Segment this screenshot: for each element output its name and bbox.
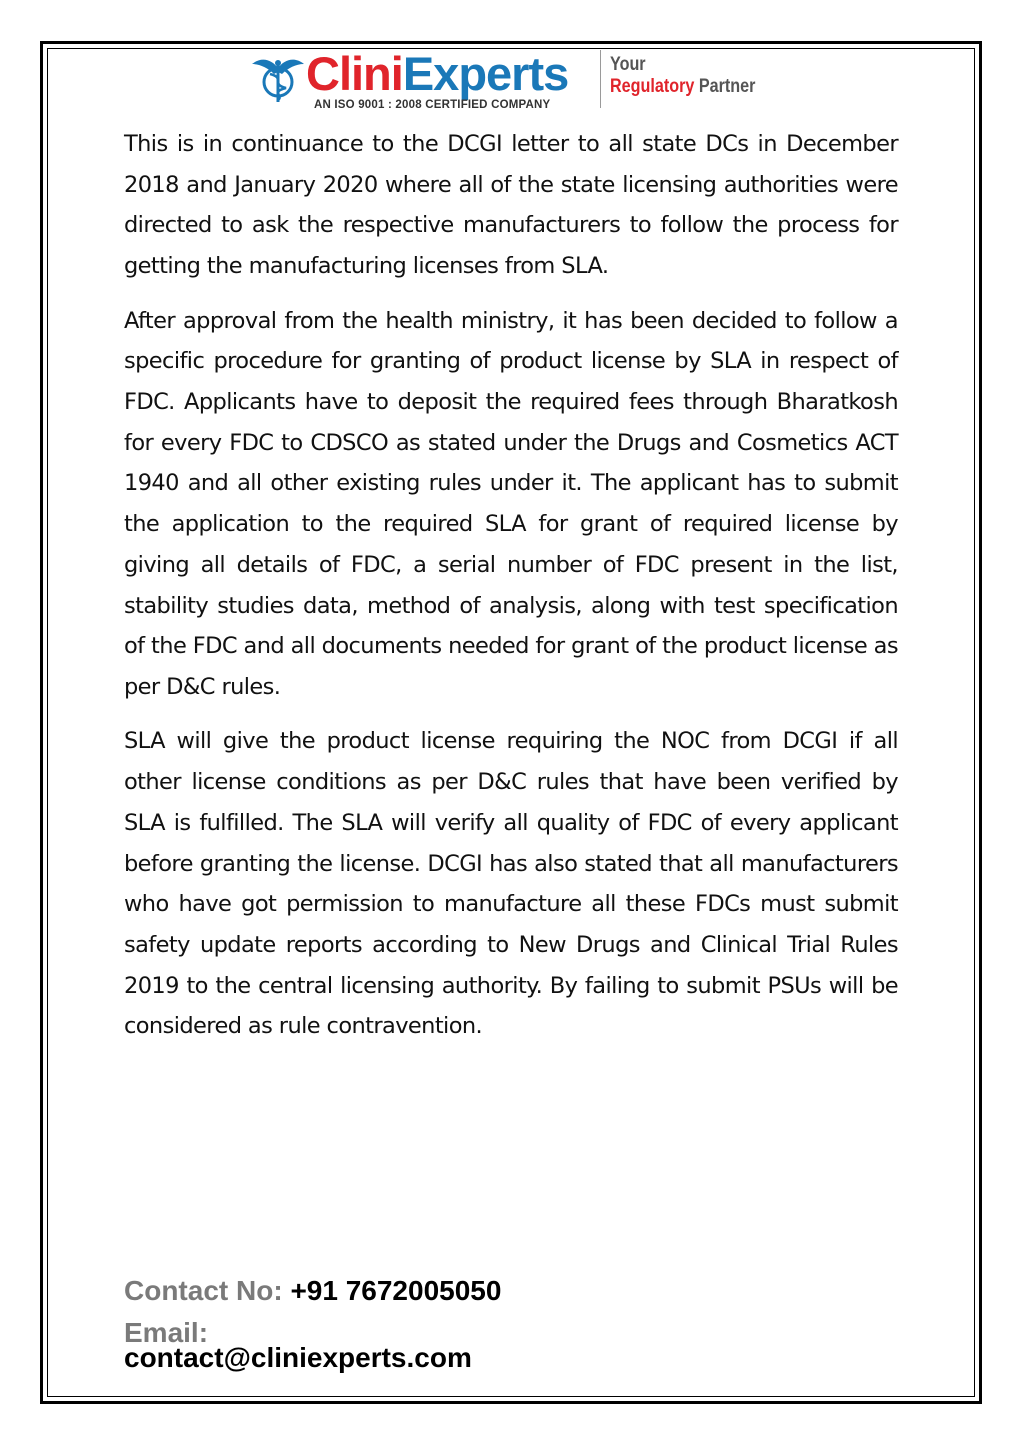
logo-wordmark-experts: Experts (402, 47, 569, 100)
logo-wordmark-clini: Clini (306, 47, 403, 100)
logo-tagline-regulatory-partner (610, 76, 755, 98)
paragraph-2: After approval from the health ministry, it has been decided to follow a specific procedure for granting of product license by SLA in respect of FDC. Applicants have to deposit the required fees through Bharatkosh for every FDC to CDSCO as stated under the Drugs and Cosmetics ACT 1940 and all other existing rules under it. The applicant has to submit the application to the required SLA for grant of required license by giving all details of FDC, a serial number of FDC present in the list, stability studies data, method of analysis, along with test specification of the FDC and all documents needed for grant of the product license as per D&C rules. (124, 307, 898, 700)
paragraph-1: This is in continuance to the DCGI letter to all state DCs in December 2018 and January 2020 where all of the state licensing authorities were directed to ask the respective manufacturers to follow the process for getting the manufacturing licenses from SLA. (124, 131, 898, 280)
caduceus-globe-icon (248, 52, 308, 104)
contact-phone-value: +91 7672005050 (290, 1275, 502, 1306)
contact-phone (124, 1273, 501, 1309)
logo-tagline-partner: Partner (698, 76, 756, 97)
logo-wordmark (306, 46, 568, 102)
logo-divider (600, 50, 601, 108)
contact-email-label: Email: (124, 1317, 209, 1348)
logo-certification: AN ISO 9001 : 2008 CERTIFIED COMPANY (314, 99, 551, 111)
paragraph-3: SLA will give the product license requiring the NOC from DCGI if all other license conditions as per D&C rules that have been verified by SLA is fulfilled. The SLA will verify all quality of FDC of every applicant before granting the license. DCGI has also stated that all manufacturers who have got permission to manufacture all these FDCs must submit safety update reports according to New Drugs and Clinical Trial Rules 2019 to the central licensing authority. By failing to submit PSUs will be considered as rule contravention. (124, 728, 898, 1040)
contact-email-value[interactable]: contact@cliniexperts.com (124, 1342, 472, 1373)
contact-phone-label: Contact No: (124, 1275, 283, 1306)
company-logo (248, 46, 788, 116)
logo-tagline-your: Your (610, 54, 646, 75)
document-body (124, 124, 898, 1061)
logo-tagline-regulatory: Regulatory (610, 76, 695, 97)
